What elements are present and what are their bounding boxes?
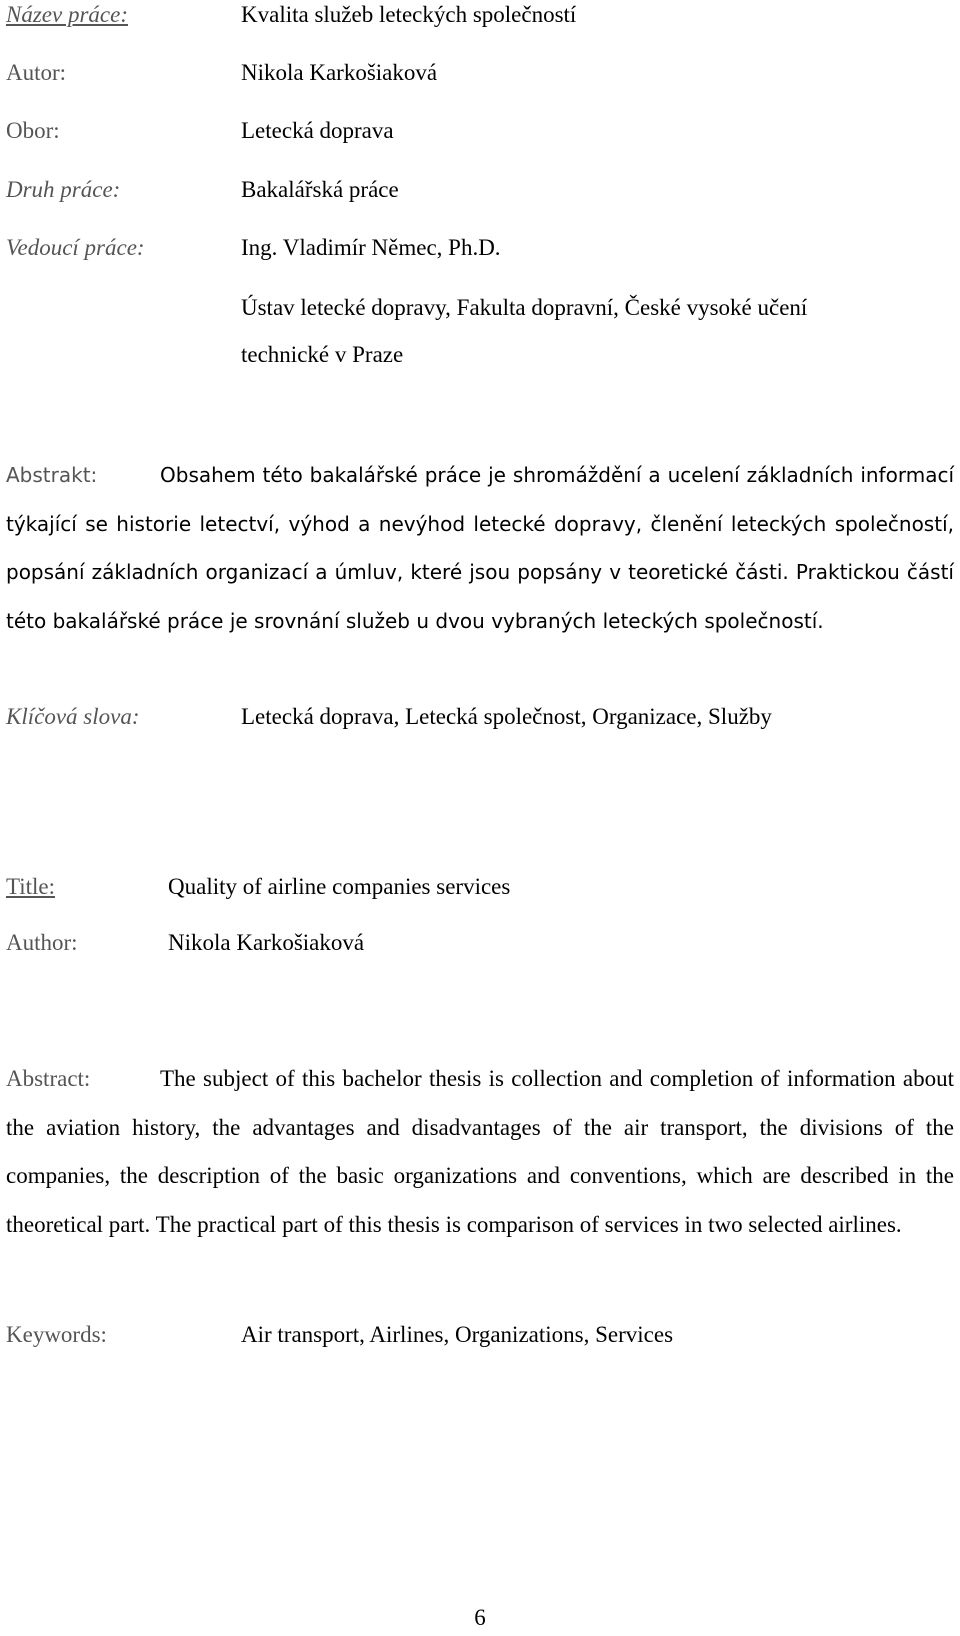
institution-line-2: technické v Praze <box>241 342 404 367</box>
author-value-en: Nikola Karkošiaková <box>168 930 365 955</box>
keywords-value-cz: Letecká doprava, Letecká společnost, Organizace, Služby <box>241 704 772 729</box>
page-number: 6 <box>474 1605 486 1630</box>
type-value-cz: Bakalářská práce <box>241 177 399 202</box>
abstract-label-en: Abstract: <box>6 1066 91 1091</box>
title-label-cz: Název práce: <box>6 2 128 27</box>
abstract-cz <box>6 451 954 645</box>
supervisor-value-cz: Ing. Vladimír Němec, Ph.D. <box>241 235 501 260</box>
abstract-text-cz: Obsahem této bakalářské práce je shromáždění a ucelení základních informací týkající se historie letectví, výhod a nevýhod letecké dopravy, členění leteckých společností, popsání základních organizací a úmluv, které jsou popsány v teoretické části. Praktickou částí této bakalářské práce je srovnání služeb u dvou vybraných leteckých společností. <box>6 463 954 633</box>
author-value-cz: Nikola Karkošiaková <box>241 60 438 85</box>
abstract-label-cz: Abstrakt: <box>6 463 98 487</box>
title-value-en: Quality of airline companies services <box>168 874 511 899</box>
title-value-cz: Kvalita služeb leteckých společností <box>241 2 577 27</box>
author-label-cz: Autor: <box>6 60 67 85</box>
keywords-label-en: Keywords: <box>6 1322 107 1347</box>
abstract-en <box>6 1055 954 1249</box>
field-label-cz: Obor: <box>6 118 60 143</box>
abstract-text-en: The subject of this bachelor thesis is collection and completion of information about the aviation history, the advantages and disadvantages of the air transport, the divisions of the companies, the description of the basic organizations and conventions, which are described in the theoretical part. The practical part of this thesis is comparison of services in two selected airlines. <box>6 1066 954 1237</box>
supervisor-label-cz: Vedoucí práce: <box>6 235 145 260</box>
author-label-en: Author: <box>6 930 78 955</box>
field-value-cz: Letecká doprava <box>241 118 394 143</box>
type-label-cz: Druh práce: <box>6 177 121 202</box>
institution-line-1: Ústav letecké dopravy, Fakulta dopravní, České vysoké učení <box>241 295 808 320</box>
title-label-en: Title: <box>6 874 56 899</box>
keywords-value-en: Air transport, Airlines, Organizations, Services <box>241 1322 674 1347</box>
keywords-label-cz: Klíčová slova: <box>6 704 140 729</box>
